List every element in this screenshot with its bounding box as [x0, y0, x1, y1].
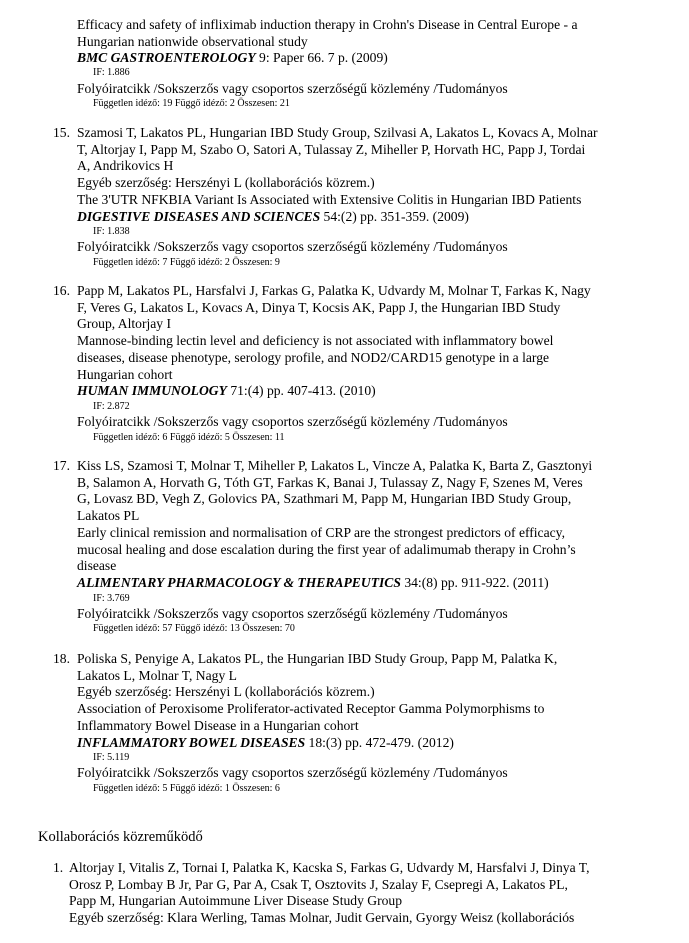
journal-citation: 71:(4) pp. 407-413. (2010) — [226, 383, 376, 399]
entry-authors-line: B, Salamon A, Horvath G, Tóth GT, Farkas K, Banai J, Tulassay Z, Nagy F, Szenes M, Veres — [77, 474, 583, 490]
entry-journal — [77, 209, 469, 225]
journal-name: INFLAMMATORY BOWEL DISEASES — [77, 734, 306, 750]
impact-factor: IF: 1.886 — [93, 67, 130, 78]
journal-name: ALIMENTARY PHARMACOLOGY & THERAPEUTICS — [77, 574, 401, 590]
entry-number: 18. — [53, 651, 70, 666]
entry-title-line: The 3'UTR NFKBIA Variant Is Associated with Extensive Colitis in Hungarian IBD Patients — [77, 191, 582, 207]
entry-title-line: Efficacy and safety of infliximab induction therapy in Crohn's Disease in Central Europe - a — [77, 17, 578, 32]
entry-authors-line: A, Andrikovics H — [77, 158, 174, 174]
entry-journal — [77, 50, 388, 66]
journal-name: BMC GASTROENTEROLOGY — [77, 50, 256, 65]
citation-counts: Független idéző: 57 Függő idéző: 13 Összesen: 70 — [93, 623, 295, 635]
entry-title-line: Hungarian nationwide observational study — [77, 34, 308, 49]
publication-type: Folyóiratcikk /Sokszerzős vagy csoportos szerzőségű közlemény /Tudományos — [77, 765, 508, 781]
entry-title-line: mucosal healing and dose escalation during the first year of adalimumab therapy in Crohn’s — [77, 541, 576, 557]
entry-title-line: Mannose-binding lectin level and deficiency is not associated with inflammatory bowel — [77, 333, 554, 349]
entry-title-line: Association of Peroxisome Proliferator-activated Receptor Gamma Polymorphisms to — [77, 701, 545, 717]
entry-authors-line: Lakatos L, Molnar T, Nagy L — [77, 667, 237, 683]
entry-number: 17. — [53, 458, 70, 473]
entry-authors-line: Orosz P, Lombay B Jr, Par G, Par A, Csak T, Osztovits J, Szalay F, Csepregi A, Lakatos PL, — [69, 876, 568, 892]
citation-counts: Független idéző: 5 Függő idéző: 1 Összesen: 6 — [93, 782, 280, 794]
entry-authors-line: Szamosi T, Lakatos PL, Hungarian IBD Study Group, Szilvasi A, Lakatos L, Kovacs A, Molnar — [77, 125, 598, 140]
journal-citation: 54:(2) pp. 351-359. (2009) — [320, 208, 469, 224]
impact-factor: IF: 1.838 — [93, 226, 130, 238]
entry-authors-line: Kiss LS, Szamosi T, Molnar T, Miheller P, Lakatos L, Vincze A, Palatka K, Barta Z, Gasztonyi — [77, 458, 593, 473]
publication-type: Folyóiratcikk /Sokszerzős vagy csoportos szerzőségű közlemény /Tudományos — [77, 81, 508, 96]
journal-name: DIGESTIVE DISEASES AND SCIENCES — [77, 208, 321, 224]
entry-journal — [77, 383, 376, 399]
entry-number: 16. — [53, 283, 70, 298]
entry-title-line: Hungarian cohort — [77, 366, 173, 382]
entry-authors-line: Lakatos PL — [77, 508, 140, 524]
entry-authors-line: Poliska S, Penyige A, Lakatos PL, the Hungarian IBD Study Group, Papp M, Palatka K, — [77, 651, 558, 666]
citation-counts: Független idéző: 19 Függő idéző: 2 Összesen: 21 — [93, 98, 290, 109]
other-authorship: Egyéb szerzőség: Klara Werling, Tamas Molnar, Judit Gervain, Gyorgy Weisz (kollaborációs — [69, 910, 575, 926]
entry-title-line: diseases, disease phenotype, serology profile, and NOD2/CARD15 genotype in a large — [77, 349, 550, 365]
impact-factor: IF: 2.872 — [93, 400, 130, 412]
impact-factor: IF: 5.119 — [93, 752, 130, 764]
entry-authors-line: Group, Altorjay I — [77, 316, 172, 332]
citation-counts: Független idéző: 7 Függő idéző: 2 Összesen: 9 — [93, 256, 280, 268]
publication-type: Folyóiratcikk /Sokszerzős vagy csoportos szerzőségű közlemény /Tudományos — [77, 605, 508, 621]
entry-authors-line: Papp M, Hungarian Autoimmune Liver Disease Study Group — [69, 893, 403, 909]
entry-number: 15. — [53, 125, 70, 140]
entry-journal — [77, 735, 454, 751]
entry-journal — [77, 575, 549, 591]
entry-title-line: disease — [77, 558, 117, 574]
section-heading: Kollaborációs közreműködő — [38, 829, 203, 845]
entry-authors-line: Papp M, Lakatos PL, Harsfalvi J, Farkas G, Palatka K, Udvardy M, Molnar T, Farkas K, Nagy — [77, 283, 591, 298]
impact-factor: IF: 3.769 — [93, 592, 130, 604]
entry-authors-line: T, Altorjay I, Papp M, Szabo O, Satori A, Tulassay Z, Miheller P, Horvath HC, Papp J, Tordai — [77, 141, 586, 157]
citation-counts: Független idéző: 6 Függő idéző: 5 Összesen: 11 — [93, 431, 285, 443]
entry-authors-line: Altorjay I, Vitalis Z, Tornai I, Palatka K, Kacska S, Farkas G, Udvardy M, Harsfalvi J, Dinya T, — [69, 860, 590, 875]
entry-title-line: Early clinical remission and normalisation of CRP are the strongest predictors of efficacy, — [77, 524, 565, 540]
journal-citation: 34:(8) pp. 911-922. (2011) — [400, 574, 549, 590]
other-authorship: Egyéb szerzőség: Herszényi L (kollaborációs közrem.) — [77, 175, 375, 191]
journal-name: HUMAN IMMUNOLOGY — [77, 383, 227, 399]
entry-number: 1. — [53, 860, 64, 875]
entry-authors-line: F, Veres G, Lakatos L, Kovacs A, Dinya T, Kocsis AK, Papp J, the Hungarian IBD Study — [77, 299, 561, 315]
publication-type: Folyóiratcikk /Sokszerzős vagy csoportos szerzőségű közlemény /Tudományos — [77, 413, 508, 429]
journal-citation: 9: Paper 66. 7 p. (2009) — [255, 50, 388, 65]
journal-citation: 18:(3) pp. 472-479. (2012) — [305, 734, 454, 750]
entry-title-line: Inflammatory Bowel Disease in a Hungarian cohort — [77, 717, 359, 733]
entry-authors-line: G, Lovasz BD, Vegh Z, Golovics PA, Szathmari M, Papp M, Hungarian IBD Study Group, — [77, 491, 572, 507]
publication-type: Folyóiratcikk /Sokszerzős vagy csoportos szerzőségű közlemény /Tudományos — [77, 239, 508, 255]
other-authorship: Egyéb szerzőség: Herszényi L (kollaborációs közrem.) — [77, 684, 375, 700]
